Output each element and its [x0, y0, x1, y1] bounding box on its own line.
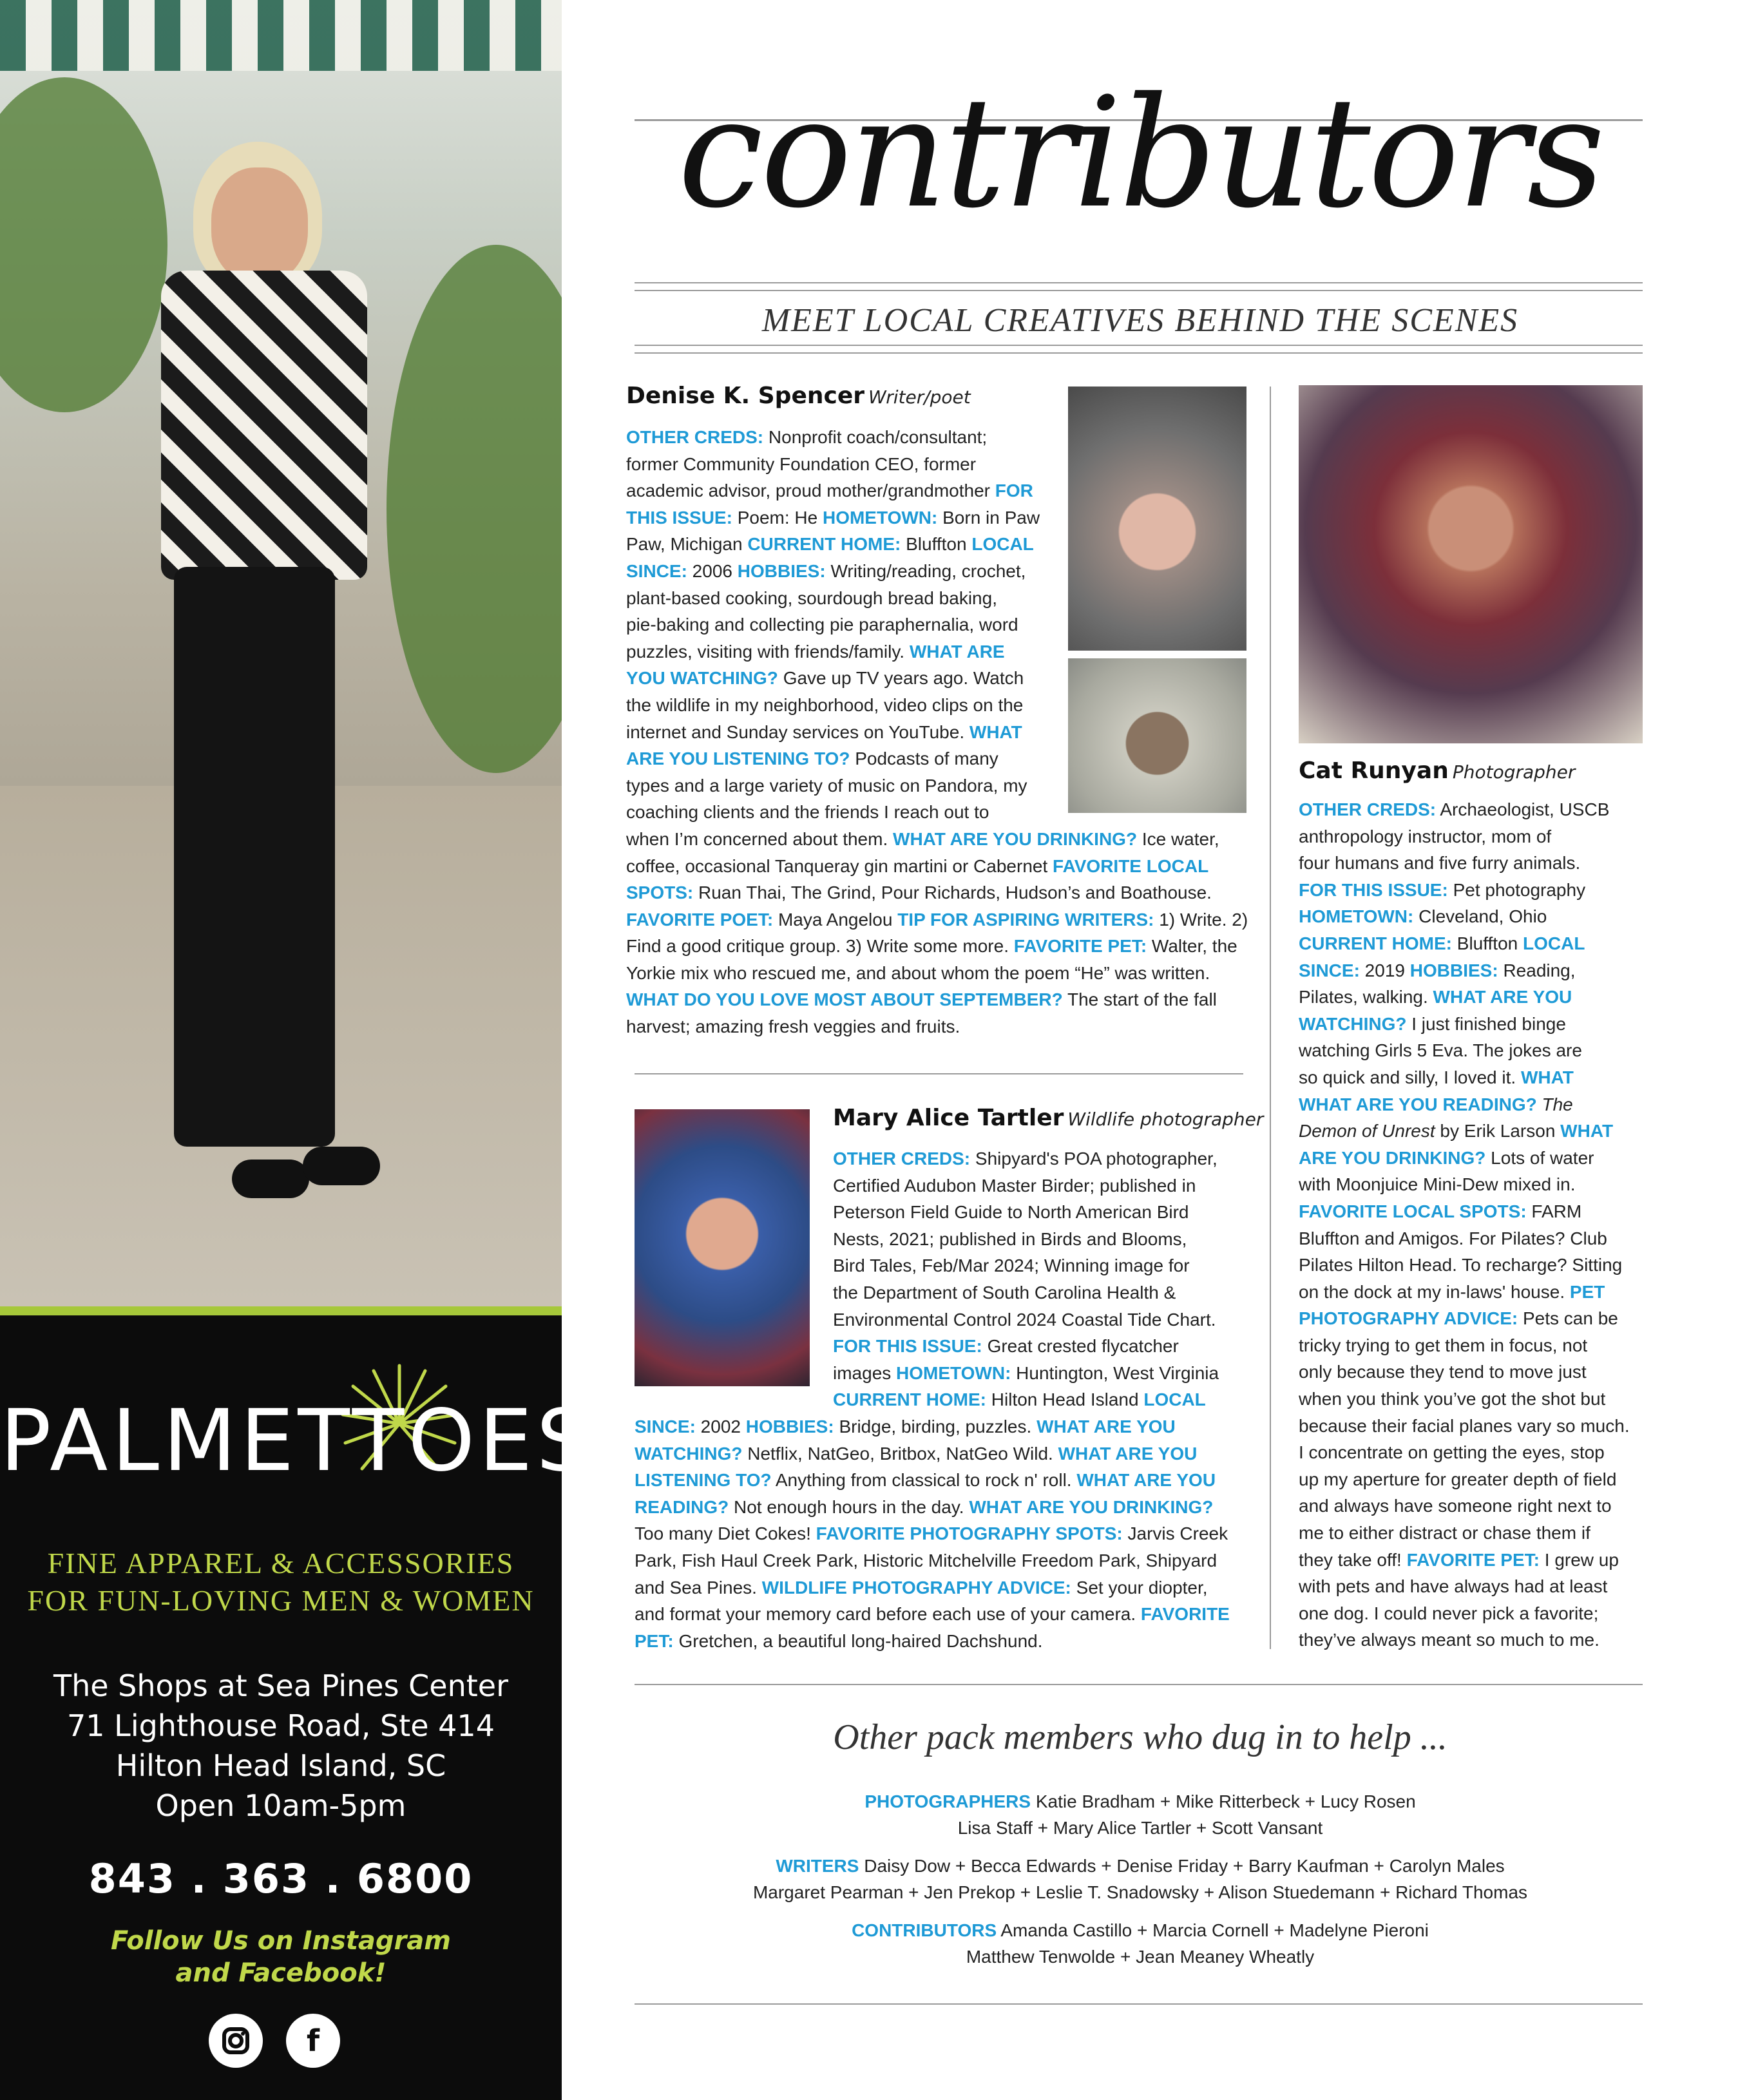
bio-line [1299, 1573, 1643, 1600]
mary-bio [635, 1145, 1253, 1654]
bio-text: 2019 [1359, 960, 1410, 980]
bio-text: pie-baking and collecting pie paraphernalia, word [626, 615, 1018, 635]
bio-text: Bridge, birding, puzzles. [834, 1416, 1037, 1437]
bio-line [626, 906, 1270, 933]
bio-text: Nests, 2021; published in Birds and Blooms, [833, 1228, 1187, 1249]
bio-text: Born in Paw [937, 507, 1040, 528]
bio-text: Ice water, [1137, 828, 1219, 849]
bio-text: with Moonjuice Mini-Dew mixed in. [1299, 1174, 1576, 1195]
bio-line [1299, 1600, 1643, 1627]
bio-text: Anything from classical to rock n' roll. [771, 1470, 1077, 1491]
ad-address-line4: Open 10am-5pm [155, 1788, 406, 1823]
contributor-denise [626, 383, 971, 409]
ad-address-line3: Hilton Head Island, SC [115, 1748, 446, 1783]
bio-key-term: HOBBIES: [745, 1416, 834, 1437]
bio-text: me to either distract or chase them if [1299, 1523, 1590, 1543]
bio-text: Shipyard's POA photographer, [970, 1149, 1218, 1169]
bio-key-term: WILDLIFE PHOTOGRAPHY ADVICE: [761, 1577, 1071, 1598]
awning-decor [0, 0, 562, 71]
bio-line [1299, 1091, 1643, 1118]
bio-line [1299, 1171, 1643, 1198]
bio-line [1299, 1466, 1643, 1493]
bio-line [1299, 930, 1643, 957]
bio-line [635, 1172, 1253, 1199]
bio-text: coaching clients and the friends I reach out to [626, 802, 989, 823]
bio-line [1299, 1413, 1643, 1440]
bio-text: by Erik Larson [1435, 1121, 1561, 1141]
credit-names: Katie Bradham + Mike Ritterbeck + Lucy Rosen [1031, 1791, 1416, 1811]
bio-line [635, 1494, 1253, 1521]
bio-key-term: SPOTS: [626, 883, 694, 903]
bio-text: 1) Write. 2) [1154, 909, 1248, 930]
bio-key-term: WHAT ARE YOU [1036, 1416, 1176, 1437]
bio-key-term: WHAT ARE YOU [1076, 1470, 1216, 1491]
bio-text: Maya Angelou [773, 909, 898, 930]
ad-tagline-line1: FINE APPAREL & ACCESSORIES [47, 1547, 515, 1580]
bio-text: watching Girls 5 Eva. The jokes are [1299, 1040, 1582, 1061]
bio-line [1299, 796, 1643, 823]
bio-key-term: ARE YOU DRINKING? [1299, 1147, 1486, 1168]
model-pants [174, 567, 335, 1147]
bio-key-term: FOR THIS ISSUE: [833, 1336, 982, 1357]
page-title: contributors [678, 64, 1603, 242]
bio-text: Too many Diet Cokes! [635, 1523, 816, 1544]
others-rule-top [635, 1684, 1643, 1685]
bio-text: Writing/reading, crochet, [825, 560, 1026, 581]
bio-text: one dog. I could never pick a favorite; [1299, 1603, 1599, 1623]
header-rule-bottom2 [635, 352, 1643, 354]
others-rule-bottom [635, 2003, 1643, 2005]
model-shoe-right [303, 1147, 380, 1185]
bio-text: Jarvis Creek [1122, 1523, 1228, 1544]
bio-line [1299, 1225, 1643, 1252]
bio-text: Huntington, West Virginia [1011, 1362, 1219, 1383]
bio-text: when you think you’ve got the shot but [1299, 1389, 1606, 1409]
bio-line [1299, 1064, 1643, 1091]
credit-photographers [638, 1788, 1643, 1841]
bio-text: internet and Sunday services on YouTube. [626, 721, 969, 742]
credit-label: PHOTOGRAPHERS [864, 1791, 1031, 1811]
bio-key-term: WHAT [1520, 1067, 1574, 1087]
bio-text: and Sea Pines. [635, 1577, 762, 1598]
bio-key-term: HOMETOWN: [896, 1362, 1011, 1383]
bio-line [1299, 1279, 1643, 1306]
bio-line [635, 1574, 1253, 1601]
bio-key-term: FAVORITE PHOTOGRAPHY SPOTS: [816, 1523, 1123, 1544]
ad-follow-line2: and Facebook! [175, 1958, 387, 1988]
bio-key-term: WHAT ARE YOU DRINKING? [969, 1496, 1214, 1517]
bio-text: Great crested flycatcher [982, 1336, 1179, 1357]
bio-text: anthropology instructor, mom of [1299, 826, 1552, 846]
bio-line [1299, 1547, 1643, 1574]
bio-text: Ruan Thai, The Grind, Pour Richards, Hudson’s and Boathouse. [693, 883, 1212, 903]
denise-portrait-photo [1068, 387, 1246, 651]
bio-line [635, 1145, 1253, 1172]
bio-key-term: CURRENT HOME: [833, 1389, 986, 1410]
bio-line [1299, 1145, 1643, 1172]
bio-key-term: HOMETOWN: [822, 507, 938, 528]
bio-text: Environmental Control 2024 Coastal Tide Chart. [833, 1309, 1216, 1330]
bio-key-term: WHAT ARE YOU [1058, 1443, 1198, 1464]
contributor-role: Wildlife photographer [1067, 1109, 1264, 1130]
bio-key-term: THIS ISSUE: [626, 507, 732, 528]
bio-key-term: PET [1569, 1281, 1605, 1302]
credit-writers [638, 1853, 1643, 1905]
bio-key-term: FOR [995, 481, 1033, 501]
bio-key-term: WHAT ARE YOU READING? [1299, 1094, 1537, 1114]
instagram-icon[interactable] [209, 2014, 263, 2068]
bio-line [1299, 1011, 1643, 1038]
bio-text: Reading, [1498, 960, 1576, 980]
bio-text: tricky trying to get them in focus, not [1299, 1335, 1588, 1355]
bio-line [1299, 850, 1643, 877]
bio-italic-text: The [1542, 1094, 1573, 1114]
ad-phone-number[interactable]: 843 . 363 . 6800 [88, 1855, 473, 1902]
bio-text: up my aperture for greater depth of field [1299, 1469, 1617, 1489]
bio-text: Pets can be [1518, 1308, 1618, 1329]
bio-key-term: READING? [635, 1496, 729, 1517]
facebook-icon[interactable]: f [286, 2014, 340, 2068]
bio-line [1299, 877, 1643, 904]
model-shoe-left [232, 1160, 309, 1198]
bio-text: 2006 [687, 560, 738, 581]
credit-names: Daisy Dow + Becca Edwards + Denise Friday + Barry Kaufman + Carolyn Males [859, 1856, 1505, 1876]
bio-text: Peterson Field Guide to North American Bird [833, 1202, 1189, 1223]
bio-key-term: FAVORITE [1140, 1604, 1230, 1625]
bio-key-term: FAVORITE LOCAL [1053, 855, 1209, 876]
bio-line [1299, 1252, 1643, 1279]
bio-key-term: ARE YOU LISTENING TO? [626, 749, 850, 769]
bio-line [1299, 1493, 1643, 1520]
bio-key-term: WATCHING? [1299, 1013, 1407, 1034]
bio-text: and always have someone right next to [1299, 1496, 1612, 1516]
bio-text: images [833, 1362, 897, 1383]
bio-key-term: HOBBIES: [1409, 960, 1498, 980]
bio-line [635, 1520, 1253, 1547]
bio-line [635, 1547, 1253, 1574]
model-face [211, 167, 308, 283]
column-divider [1270, 387, 1271, 1649]
bio-line [1299, 1037, 1643, 1064]
header-rule-bottom1 [635, 345, 1643, 346]
bio-text: former Community Foundation CEO, former [626, 453, 977, 474]
bio-text: Nonprofit coach/consultant; [763, 427, 988, 447]
bio-line [1299, 1359, 1643, 1386]
contributor-role: Photographer [1452, 761, 1576, 783]
bio-line [635, 1226, 1253, 1253]
bio-italic-text: Demon of Unrest [1299, 1121, 1435, 1141]
bio-line [1299, 1118, 1643, 1145]
bio-text: only because they tend to move just [1299, 1362, 1587, 1382]
bio-line [635, 1360, 1253, 1387]
palm-foliage-right [387, 245, 562, 773]
bio-line [635, 1601, 1253, 1628]
bio-key-term: FAVORITE PET: [1013, 936, 1147, 957]
bio-text: 2002 [695, 1416, 746, 1437]
bio-line [635, 1199, 1253, 1226]
bio-key-term: LOCAL [1523, 933, 1585, 953]
palm-foliage-left [0, 77, 167, 412]
credit-names: Lisa Staff + Mary Alice Tartler + Scott Vansant [957, 1818, 1323, 1838]
bio-text: when I’m concerned about them. [626, 828, 893, 849]
ad-follow-line1: Follow Us on Instagram [111, 1926, 451, 1956]
bio-text: Paw, Michigan [626, 534, 748, 555]
bio-line [626, 933, 1270, 960]
bio-key-term: SINCE: [626, 560, 687, 581]
contributor-role: Writer/poet [868, 387, 971, 408]
bio-line [1299, 1439, 1643, 1466]
bio-text: puzzles, visiting with friends/family. [626, 641, 910, 662]
bio-text: Bird Tales, Feb/Mar 2024; Winning image for [833, 1255, 1190, 1276]
bio-key-term: TIP FOR ASPIRING WRITERS: [897, 909, 1154, 930]
bio-line [635, 1252, 1253, 1279]
bio-line [626, 826, 1270, 853]
cat-bio [1299, 796, 1643, 1654]
bio-text: coffee, occasional Tanqueray gin martini or Cabernet [626, 855, 1053, 876]
bio-line [626, 1013, 1270, 1040]
bio-text: Set your diopter, [1071, 1577, 1208, 1598]
bio-text: Bluffton [901, 534, 972, 555]
bio-text: Hilton Head Island [986, 1389, 1144, 1410]
bio-text: Gretchen, a beautiful long-haired Dachshund. [673, 1630, 1043, 1651]
bio-text: Bluffton and Amigos. For Pilates? Club [1299, 1228, 1607, 1248]
bio-key-term: LOCAL [971, 534, 1034, 555]
bio-text: Poem: He [732, 507, 823, 528]
header-rule-mid1 [635, 282, 1643, 283]
bio-key-term: YOU WATCHING? [626, 668, 778, 689]
contributor-name: Mary Alice Tartler [833, 1105, 1064, 1131]
bio-key-term: WHAT ARE YOU DRINKING? [893, 828, 1138, 849]
bio-text: on the dock at my in-laws' house. [1299, 1281, 1570, 1302]
bio-line [1299, 1198, 1643, 1225]
bio-text: Find a good critique group. 3) Write some more. [626, 936, 1014, 957]
contributor-mary [833, 1105, 1263, 1131]
credit-names: Matthew Tenwolde + Jean Meaney Wheatly [966, 1947, 1315, 1967]
palmettoes-logo: PALMETTOES [0, 1391, 595, 1491]
bio-line [1299, 903, 1643, 930]
bio-text: so quick and silly, I loved it. [1299, 1067, 1521, 1087]
bio-text: I just finished binge [1406, 1013, 1566, 1034]
bio-text: I concentrate on getting the eyes, stop [1299, 1442, 1605, 1463]
bio-line [635, 1413, 1253, 1440]
bio-key-term: LOCAL [1143, 1389, 1206, 1410]
bio-line [1299, 1332, 1643, 1359]
bio-key-term: FAVORITE POET: [626, 909, 774, 930]
bio-text: Bluffton [1452, 933, 1523, 953]
bio-text: because their facial planes vary so much. [1299, 1415, 1630, 1436]
model-top [161, 271, 367, 580]
bio-line [635, 1467, 1253, 1494]
bio-key-term: WHAT ARE YOU [1433, 987, 1572, 1007]
bio-line [635, 1628, 1253, 1655]
bio-line [635, 1279, 1253, 1306]
bio-key-term: WHAT ARE [909, 641, 1005, 662]
denise-dog-photo [1068, 658, 1246, 813]
bio-text: Lots of water [1485, 1147, 1594, 1168]
bio-text: they’ve always meant so much to me. [1299, 1630, 1600, 1650]
ad-address-line2: 71 Lighthouse Road, Ste 414 [67, 1708, 495, 1743]
bio-text: the wildlife in my neighborhood, video clips on the [626, 694, 1024, 715]
credit-names: Amanda Castillo + Marcia Cornell + Madelyne Pieroni [997, 1920, 1429, 1940]
contributor-cat [1299, 758, 1575, 784]
bio-text: Archaeologist, USCB [1436, 799, 1610, 819]
bio-line [1299, 823, 1643, 850]
bio-text: types and a large variety of music on Pandora, my [626, 775, 1027, 796]
bio-key-term: LISTENING TO? [635, 1470, 772, 1491]
bio-text: Gave up TV years ago. Watch [778, 668, 1024, 689]
ad-accent-bar [0, 1306, 562, 1315]
ad-tagline-line2: FOR FUN-LOVING MEN & WOMEN [27, 1584, 535, 1617]
bio-text: they take off! [1299, 1549, 1407, 1570]
bio-text: Pilates Hilton Head. To recharge? Sitting [1299, 1255, 1623, 1275]
bio-text: Not enough hours in the day. [729, 1496, 969, 1517]
bio-key-term: SINCE: [635, 1416, 696, 1437]
bio-text: plant-based cooking, sourdough bread baking, [626, 587, 997, 608]
bio-line [635, 1306, 1253, 1333]
bio-text: Pet photography [1447, 879, 1586, 900]
bio-key-term: CURRENT HOME: [1299, 933, 1452, 953]
bio-key-term: FAVORITE LOCAL SPOTS: [1299, 1201, 1527, 1221]
bio-key-term: WHAT DO YOU LOVE MOST ABOUT SEPTEMBER? [626, 989, 1063, 1010]
credit-label: CONTRIBUTORS [852, 1920, 997, 1940]
bio-text: and format your memory card before each use of your camera. [635, 1604, 1141, 1625]
bio-text: Walter, the [1147, 936, 1237, 957]
bio-text: four humans and five furry animals. [1299, 853, 1581, 873]
bio-line [1299, 1627, 1643, 1654]
bio-text: the Department of South Carolina Health & [833, 1282, 1176, 1303]
bio-line [1299, 1386, 1643, 1413]
header-rule-mid2 [635, 290, 1643, 291]
ad-address-line1: The Shops at Sea Pines Center [53, 1668, 508, 1703]
bio-key-term: PET: [635, 1630, 674, 1651]
bio-key-term: OTHER CREDS: [1299, 799, 1437, 819]
bio-text: Netflix, NatGeo, Britbox, NatGeo Wild. [742, 1443, 1058, 1464]
bio-line [635, 1386, 1253, 1413]
bio-line [1299, 1305, 1643, 1332]
page-subtitle: MEET LOCAL CREATIVES BEHIND THE SCENES [761, 302, 1519, 339]
credit-contributors [638, 1917, 1643, 1970]
others-title: Other pack members who dug in to help ... [833, 1717, 1447, 1757]
contributor-name: Denise K. Spencer [626, 383, 865, 409]
bio-key-term: HOBBIES: [737, 560, 826, 581]
bio-line [626, 879, 1270, 906]
bio-text: harvest; amazing fresh veggies and fruits. [626, 1017, 960, 1037]
bio-key-term: FOR THIS ISSUE: [1299, 879, 1448, 900]
bio-text: I grew up [1539, 1549, 1619, 1570]
bio-key-term: CURRENT HOME: [747, 534, 901, 555]
bio-text: Certified Audubon Master Birder; published in [833, 1175, 1196, 1196]
bio-line [635, 1333, 1253, 1360]
bio-key-term: OTHER CREDS: [626, 427, 764, 447]
bio-text: Cleveland, Ohio [1413, 906, 1547, 927]
bio-line [1299, 984, 1643, 1011]
bio-key-term: OTHER CREDS: [833, 1149, 971, 1169]
contributor-name: Cat Runyan [1299, 758, 1449, 784]
bio-key-term: WHAT [1560, 1121, 1614, 1141]
bio-line [626, 853, 1270, 880]
bio-text: Podcasts of many [850, 749, 998, 769]
bio-key-term: WATCHING? [635, 1443, 743, 1464]
bio-text: Park, Fish Haul Creek Park, Historic Mitchelville Freedom Park, Shipyard [635, 1550, 1218, 1570]
bio-line [1299, 1520, 1643, 1547]
bio-text: Yorkie mix who rescued me, and about whom the poem “He” was written. [626, 962, 1210, 983]
bio-line [635, 1440, 1253, 1467]
credit-label: WRITERS [776, 1856, 859, 1876]
bio-key-term: FAVORITE PET: [1406, 1549, 1540, 1570]
bio-text: FARM [1526, 1201, 1582, 1221]
credit-names: Margaret Pearman + Jen Prekop + Leslie T. Snadowsky + Alison Stuedemann + Richard Thomas [752, 1882, 1528, 1902]
bio-line [1299, 957, 1643, 984]
bio-key-term: PHOTOGRAPHY ADVICE: [1299, 1308, 1518, 1329]
bio-line [626, 960, 1270, 987]
bio-text: Pilates, walking. [1299, 987, 1433, 1007]
bio-text: with pets and have always had at least [1299, 1576, 1608, 1597]
bio-key-term: WHAT [969, 721, 1022, 742]
bio-line [626, 986, 1270, 1013]
bio-text: academic advisor, proud mother/grandmother [626, 481, 995, 501]
bio-key-term: HOMETOWN: [1299, 906, 1414, 927]
ad-model-photo [0, 0, 562, 1306]
bio-text: The start of the fall [1062, 989, 1217, 1010]
cat-portrait-photo [1299, 385, 1643, 743]
bio-key-term: SINCE: [1299, 960, 1360, 980]
section-divider [635, 1073, 1243, 1074]
